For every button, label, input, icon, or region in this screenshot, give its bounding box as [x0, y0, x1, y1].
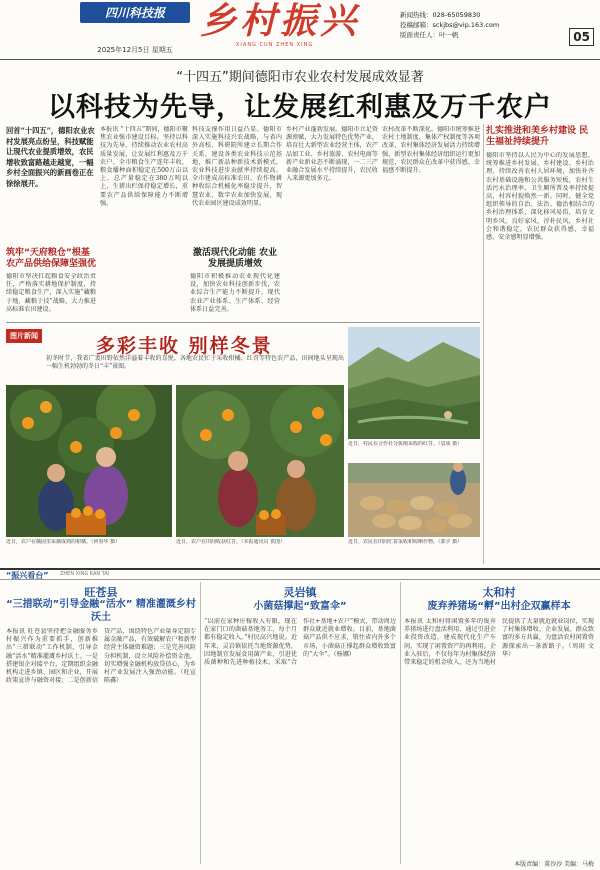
page-number: 05	[569, 28, 594, 46]
bottom-1-title: “三措联动”引导金融“活水” 精准灌溉乡村沃土	[6, 599, 196, 623]
contact-info	[400, 10, 499, 40]
page-footer: 本版责编：董沙沙 美编：马梅	[514, 861, 594, 868]
section-bar-tag: “振兴看台”	[6, 571, 49, 580]
terraced-fields-image	[348, 327, 480, 439]
left-sidebar	[6, 248, 98, 317]
left-sidebar-body: 德阳市坚决扛起粮食安全政治责任，严格落实耕地保护制度，持续稳定粮食生产，深入实施“藏粮于地、藏粮于技”战略，大力推进高标准农田建设。	[6, 273, 96, 313]
lead-column-1: 本报讯 “十四五”期间，德阳市聚焦农业强市建设目标，坚持以科技为先导，持续推动农业农村高质量发展，让发展红利惠及万千农户。全市粮食生产连年丰收，粮食播种面积稳定在500万亩以上，总产量稳定在380万吨以上，生猪出栏保持稳定增长，重要农产品供给保障能力不断增强。	[100, 126, 188, 207]
lead-kicker: “十四五”期间德阳市农业农村发展成效显著	[176, 70, 424, 85]
orchard-harvest-image	[176, 385, 344, 537]
divider-bottom-2	[400, 582, 401, 864]
bottom-2-place: 灵岩镇	[283, 586, 317, 599]
masthead-left	[80, 2, 190, 55]
contact-hotline: 新闻热线：028-65059830	[400, 11, 481, 19]
photo-feature-title: 多彩丰收 别样冬景	[96, 335, 273, 357]
caption-1: 近日，农户在橘园里采摘成熟的柑橘。（何春华 摄）	[6, 539, 121, 545]
photo-orchard-harvest	[176, 385, 344, 537]
bottom-3-title: 废弃养猪场“孵”出村企双赢样本	[427, 601, 571, 612]
section-title: 乡村振兴	[200, 0, 361, 42]
photo-tag: 图片新闻	[6, 329, 42, 343]
bottom-1-body: 本报讯 旺苍县坚持把金融服务乡村振兴作为重要抓手，创新推出“三措联动”工作机制，引导金融“活水”精准灌溉乡村沃土。一是搭建银企对接平台，定期组织金融机构走进乡镇、园区和企业，开展政策宣讲与融资对接；二是创新信贷产品，围绕特色产业量身定制专属金融产品，有效破解农户和新型经营主体融资难题；三是完善风险分担机制，设立风险补偿资金池，切实增强金融机构放贷信心，为乡村产业发展注入强劲动能。（旺宣 陈鑫）	[6, 628, 196, 685]
center-sidebar-body: 德阳市积极推动农业现代化建设，加快农业科技创新步伐，农业综合生产能力不断提升，现代农业产业体系、生产体系、经营体系日益完善。	[190, 273, 280, 313]
right-sidebar	[486, 126, 594, 562]
issue-date: 2025年12月5日 星期五	[97, 46, 173, 54]
contact-email: 投稿邮箱：sckjbs@vip.163.com	[400, 21, 500, 29]
section-bar-en: ZHEN XING KAN TAI	[60, 571, 110, 577]
section-subtitle: XIANG CUN ZHEN XING	[236, 42, 314, 48]
caption-2: 近日，农户在田间收获红苕。（本报通讯员 供图）	[176, 539, 286, 545]
bottom-2-title: 小菌菇撑起“致富伞”	[253, 601, 347, 612]
photo-terraced-fields	[348, 327, 480, 439]
right-sidebar-headline: 扎实推进和美乡村建设 民生福祉持续提升	[486, 126, 589, 147]
sweet-potato-image	[348, 463, 480, 537]
center-sidebar-headline: 激活现代化动能 农业发展提质增效	[192, 248, 278, 269]
lead-headline: 以科技为先导，让发展红利惠及万千农户	[48, 92, 552, 123]
lead-column-2: 科技支撑作用日益凸显。德阳市深入实施科技兴农战略，与省内外高校、科研院所建立长期合作关系，建设各类农业科技示范基地，推广新品种新技术新模式，农业科技进步贡献率持续提高。全市建成高标准农田，农作物耕种收综合机械化率稳步提升，智慧农业、数字农业加快发展，现代农业园区建设成效明显。	[192, 126, 282, 207]
bottom-3-body: 本报讯 太和村将闲置多年的废弃养猪场进行盘活利用，通过引进企业投资改造，建成现代化生产车间，实现了闲置资产的再利用。企业入驻后，不仅每年为村集体经济带来稳定的租金收入，还为当地村民提供了大量就近就业岗位，实现了村集体增收、企业发展、群众致富的多方共赢，为盘活农村闲置资源探索出一条新路子。（周雨 文华）	[404, 618, 594, 667]
photo-feature	[6, 322, 480, 562]
left-sidebar-headline: 筑牢“天府粮仓”根基 农产品供给保障坚强优	[6, 248, 97, 269]
section-bar	[0, 568, 600, 580]
divider-right	[483, 124, 484, 564]
right-sidebar-body: 德阳市坚持以人民为中心的发展思想，统筹推进乡村发展、乡村建设、乡村治理，持续改善农村人居环境，加快补齐农村基础设施和公共服务短板，农村生活污水治理率、卫生厕所普及率持续提高，村容村貌焕然一新。同时，健全党组织领导的自治、法治、德治相结合的乡村治理体系，深化移风易俗，培育文明乡风、良好家风、淳朴民风，乡村社会和谐稳定，农民群众获得感、幸福感、安全感明显增强。	[486, 152, 594, 242]
bottom-2-body: “以前在家种庄稼收入有限，现在在家门口的菌菇基地务工，每个月都有稳定收入。”村民高兴地说。近年来，灵岩镇依托当地资源优势，因地制宜发展食用菌产业，引进优质菌种和先进种植技术，采取“合作社+基地+农户”模式，带动周边群众就近就业增收。目前，基地菌菇产品供不应求，销往省内外多个市场，小菌菇正撑起群众增收致富的“大伞”。（杨娜）	[204, 618, 396, 667]
newspaper-logo: 四川科技报	[80, 2, 190, 23]
caption-3: 近日，村民在合作社分拣刚采收的红苕。（袁成 摄）	[348, 441, 463, 447]
photo-feature-intro: 初冬时节，我省广袤田野依然洋溢着丰收的喜悦。各地农民忙于采收柑橘、红苕等特色农产品，田间地头呈现出一幅生机勃勃的冬日“丰”景图。	[46, 355, 344, 370]
bottom-1-place: 旺苍县	[84, 586, 118, 599]
photo-sweet-potato	[348, 463, 480, 537]
orange-picking-image	[6, 385, 172, 537]
divider-bottom-1	[200, 582, 201, 864]
center-sidebar	[190, 248, 280, 317]
masthead	[0, 0, 600, 60]
lead-intro: 回首“十四五”，德阳农业农村发展亮点纷呈，科技赋能让现代农业提质增效，农民增收致富路越走越宽，一幅乡村全面振兴的新画卷正在徐徐展开。	[6, 126, 95, 188]
contact-editor: 版面责任人：叶一帆	[400, 31, 459, 39]
bottom-3-place: 太和村	[482, 586, 516, 599]
lead-column-3: 乡村产业蓬勃发展。德阳市立足资源禀赋，大力发展特色优势产业，培育壮大新型农业经营主体，农产品加工业、乡村旅游、农村电商等新产业新业态不断涌现，一二三产业融合发展水平持续提升，农民收入来源更加多元。	[286, 126, 378, 183]
photo-orange-picking	[6, 385, 172, 537]
lead-column-4: 农村改革不断深化。德阳市统筹推进农村土地制度、集体产权制度等各项改革，农村集体经济发展活力持续增强，新型农村集体经济组织运行更加规范，农民群众在改革中获得感、幸福感不断提升。	[382, 126, 480, 175]
caption-4: 近日，农民在田间忙着采收和晾晒作物。（郭宇 摄）	[348, 539, 463, 545]
